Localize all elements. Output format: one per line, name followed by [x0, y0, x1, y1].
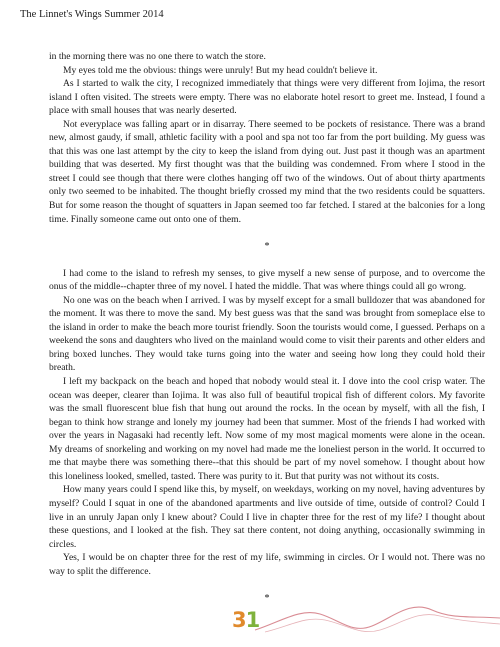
- article-body: [49, 50, 485, 605]
- paragraph: in the morning there was no one there to watch the store.: [49, 51, 266, 62]
- section-separator: *: [264, 240, 270, 252]
- paragraph: I had come to the island to refresh my senses, to give myself a new sense of purpose, and to overcome the onus of the middle--chapter three of my novel. I hated the middle. That was where things could all go wrong.: [49, 267, 485, 293]
- paragraph: As I started to walk the city, I recognized immediately that things were very different from Iojima, the resort island I often visited. The streets were empty. There was no elaborate hotel resort to greet me. Instead, I found a place with small houses that was nearly deserted.: [49, 78, 485, 117]
- page-number-digit: 1: [245, 608, 260, 632]
- paragraph: Yes, I would be on chapter three for the rest of my life, swimming in circles. Or I would not. There was no way to split the difference.: [49, 552, 485, 577]
- page-number: [232, 608, 259, 632]
- running-header: The Linnet's Wings Summer 2014: [20, 9, 164, 20]
- paragraph: I left my backpack on the beach and hoped that nobody would steal it. I dove into the cool crisp water. The ocean was deeper, clearer than Iojima. It was also full of beautiful tropical fish of different colors. My favorite was the small fluorescent blue fish that hung out around the rocks. In the ocean by myself, with all the fish, I began to think how strange and lonely my journey had been that summer. Most of the friends I had worked with over the years in Nagasaki had recently left. Now some of my most magical moments were alone in the ocean. My dreams of snorkeling and working on my novel had made me the loneliest person in the world. It occurred to me that maybe there was something there--that this should be part of my novel somehow. I thought about how this loneliness looked, smelled, tasted. There was purity to it. But that purity was not without its costs.: [49, 376, 485, 482]
- paragraph: No one was on the beach when I arrived. I was by myself except for a small bulldozer that was abandoned for the moment. It was there to move the sand. My best guess was that the sand was brought from someplace else to the island in order to make the beach more tourist friendly. Soon the tourists would come, I guessed. Perhaps on a weekend the sons and daughters who lived on the mainland would come to visit their parents and other elders and bring boxed lunches. They would take turns going into the water and seeing how long they could hold their breath.: [49, 294, 485, 374]
- paragraph: How many years could I spend like this, by myself, on weekdays, working on my novel, having adventures by myself? Could I squat in one of the abandoned apartments and live outside of time, outside of control? Could I live in an unruly Japan only I knew about? Could I live in chapter three for the rest of my life? I thought about these questions, and I looked at the fish. They sat there content, not doing anything, occasionally swimming in circles.: [49, 484, 485, 550]
- page-number-digit: 3: [232, 608, 246, 632]
- paragraph: Not everyplace was falling apart or in disarray. There seemed to be pockets of resistance. There was a brand new, almost gaudy, if small, athletic facility with a pool and spa not too far from the port building. My guess was that this was one last attempt by the city to keep the island from dying out. Just past it though was an apartment building that was deserted. My first thought was that the building was condemned. From where I stood in the street I could see though that there were clothes hanging off two of the windows. Out of about thirty apartments only two seemed to be inhabited. The thought briefly crossed my mind that the two residents could be squatters. But for some reason the thought of squatters in Japan seemed too far fetched. I stared at the balconies for a long time. Finally someone came out onto one of them.: [49, 118, 485, 225]
- paragraph: My eyes told me the obvious: things were unruly! But my head couldn't believe it.: [63, 64, 378, 76]
- section-separator: *: [264, 592, 270, 604]
